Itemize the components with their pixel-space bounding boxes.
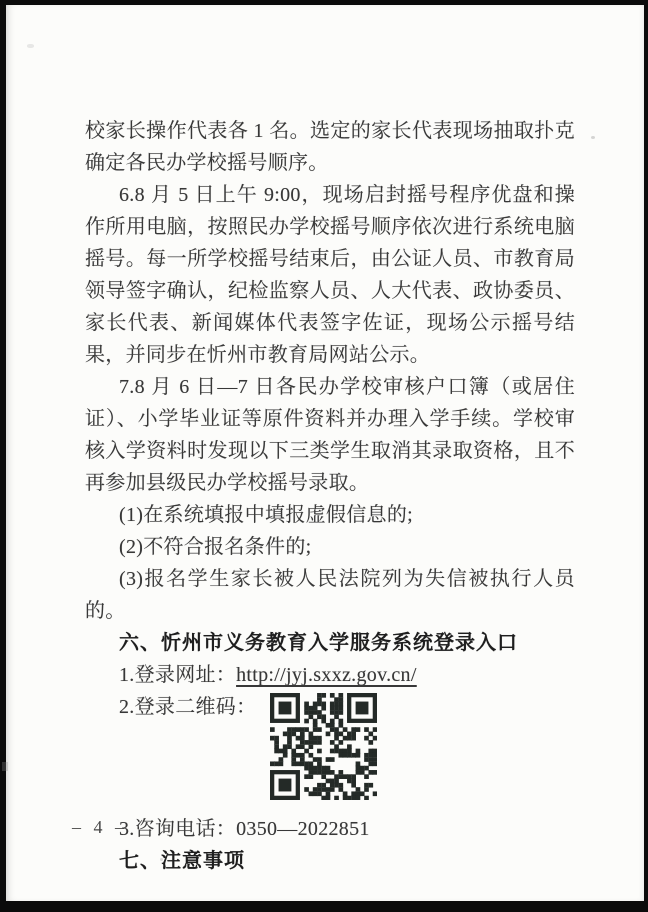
login-url-line [85,659,575,691]
scan-noise-dot [591,136,595,139]
list-item-2: (2)不符合报名条件的; [119,536,312,558]
qr-code [270,693,377,800]
page-number: – 4 – [72,817,128,837]
scan-noise-dot [2,762,8,771]
phone-number: 0350—2022851 [236,818,370,840]
phone-label: 3.咨询电话： [119,818,237,840]
scan-noise-dot [27,44,34,48]
scan-noise-dot [160,858,163,861]
paragraph-verification: 7.8 月 6 日—7 日各民办学校审核户口簿（或居住证）、小学毕业证等原件资料并办理入学手续。学校审核入学资料时发现以下三类学生取消其录取资格，且不再参加县级民办学校摇号录取。 [85,376,575,494]
phone-line [85,813,575,845]
section-heading-seven: 七、注意事项 [119,850,245,872]
paragraph-lottery-procedure: 6.8 月 5 日上午 9:00，现场启封摇号程序优盘和操作所用电脑，按照民办学校摇号顺序依次进行系统电脑摇号。每一所学校摇号结束后，由公证人员、市教育局领导签字确认，纪检监察人员、人大代表、政协委员、家长代表、新闻媒体代表签字佐证，现场公示摇号结果，并同步在忻州市教育局网站公示。 [85,184,575,366]
qr-code-line [85,691,575,800]
login-url-label: 1.登录网址： [119,664,237,686]
qr-label: 2.登录二维码： [119,696,257,718]
section-heading-six: 六、忻州市义务教育入学服务系统登录入口 [119,632,518,654]
list-item-1: (1)在系统填报中填报虚假信息的; [119,504,413,526]
login-url-link[interactable]: http://jyj.sxxz.gov.cn/ [236,664,417,686]
document-page [6,5,644,901]
list-item-3: (3)报名学生家长被人民法院列为失信被执行人员的。 [85,568,575,622]
page-content [85,115,575,877]
paragraph-continuation: 校家长操作代表各 1 名。选定的家长代表现场抽取扑克确定各民办学校摇号顺序。 [85,120,575,174]
